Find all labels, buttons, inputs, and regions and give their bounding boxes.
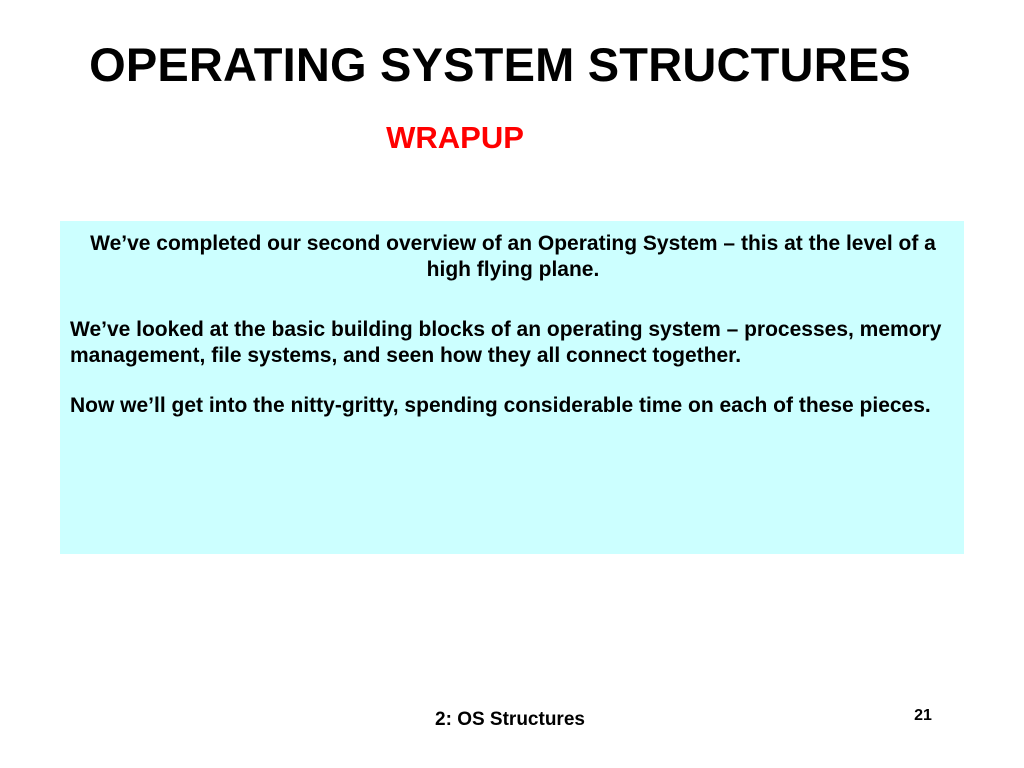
slide-subtitle: WRAPUP xyxy=(386,120,524,155)
content-box xyxy=(60,221,964,554)
slide-title: OPERATING SYSTEM STRUCTURES xyxy=(89,38,911,91)
footer-label: 2: OS Structures xyxy=(435,709,585,730)
page-number: 21 xyxy=(914,707,932,724)
paragraph-overview: We’ve completed our second overview of an Operating System – this at the level of a high flying plane. xyxy=(90,232,936,281)
paragraph-next-steps: Now we’ll get into the nitty-gritty, spending considerable time on each of these pieces. xyxy=(70,394,931,417)
footer xyxy=(0,708,1024,732)
paragraph-building-blocks: We’ve looked at the basic building blocks of an operating system – processes, memory management, file systems, and seen how they all connect together. xyxy=(70,318,942,367)
